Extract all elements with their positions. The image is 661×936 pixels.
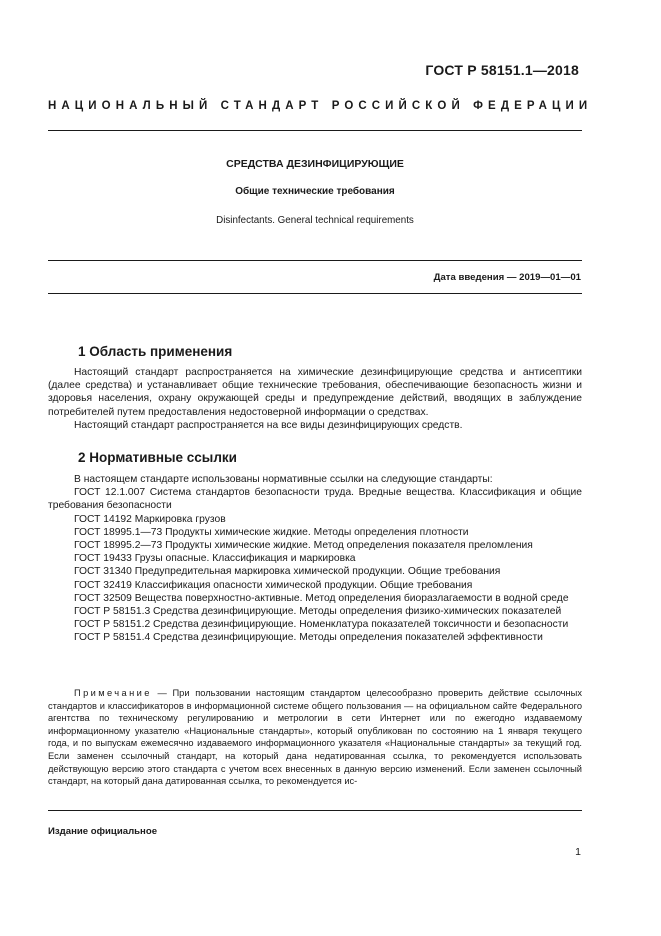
document-title: СРЕДСТВА ДЕЗИНФИЦИРУЮЩИЕ — [226, 158, 404, 170]
reference-item: ГОСТ 32419 Классификация опасности химической продукции. Общие требования — [74, 579, 473, 591]
title-divider — [48, 260, 582, 261]
section-1-paragraph: Настоящий стандарт распространяется на химические дезинфицирующие средства и антисептики (далее средства) и устанавливает общие технические требования, обеспечивающие безопасность жизни и здоровья населения, охрану окружающей среды и предупреждение действий, вводящих в заблуждение потребителей путем предоставления недостоверной информации о средствах. — [48, 367, 582, 418]
reference-item: ГОСТ Р 58151.3 Средства дезинфицирующие. Методы определения физико-химических показателей — [74, 606, 562, 618]
page-number: 1 — [575, 846, 581, 858]
note — [48, 687, 582, 788]
note-label: Примечание — [74, 688, 152, 698]
section-1-heading: 1 Область применения — [78, 344, 233, 359]
reference-item: ГОСТ 31340 Предупредительная маркировка химической продукции. Общие требования — [74, 566, 501, 578]
references-intro: В настоящем стандарте использованы нормативные ссылки на следующие стандарты: — [74, 474, 493, 485]
reference-item: ГОСТ 18995.1—73 Продукты химические жидкие. Методы определения плотности — [74, 526, 469, 538]
document-code: ГОСТ Р 58151.1—2018 — [425, 62, 579, 78]
reference-item: ГОСТ Р 58151.4 Средства дезинфицирующие. Методы определения показателей эффективности — [74, 632, 543, 644]
reference-item: ГОСТ 19433 Грузы опасные. Классификация и маркировка — [74, 553, 356, 565]
footer-divider — [48, 810, 582, 811]
introduction-date: Дата введения — 2019—01—01 — [433, 272, 581, 283]
official-edition-label: Издание официальное — [48, 826, 158, 837]
reference-item: ГОСТ 18995.2—73 Продукты химические жидкие. Метод определения показателя преломления — [74, 540, 533, 552]
reference-item: ГОСТ 14192 Маркировка грузов — [74, 513, 226, 525]
note-text: — При пользовании настоящим стандартом целесообразно проверить действие ссылочных стандартов и классификаторов в информационной системе общего пользования — на официальном сайте Федерального агентства по техническому регулированию и метрологии в сети Интернет или по ежегодно издаваемому информационному указателю «Национальные стандарты», который опубликован по состоянию на 1 января текущего года, и по выпускам ежемесячно издаваемого информационного указателя «Национальные стандарты» за текущий год. Если заменен ссылочный стандарт, на который дана недатированная ссылка, то рекомендуется использовать действующую версию этого стандарта с учетом всех внесенных в данную версию изменений. Если заменен ссылочный стандарт, на который дана датированная ссылка, то рекомендуется ис- — [48, 688, 582, 787]
reference-item: ГОСТ 12.1.007 Система стандартов безопасности труда. Вредные вещества. Классификация и общие требования безопасности — [48, 487, 582, 512]
english-title: Disinfectants. General technical requirements — [216, 215, 414, 226]
reference-item: ГОСТ Р 58151.2 Средства дезинфицирующие. Номенклатура показателей токсичности и безопасности — [74, 619, 569, 631]
document-subtitle: Общие технические требования — [235, 186, 395, 197]
date-divider — [48, 293, 582, 294]
section-2-body — [48, 473, 582, 645]
national-standard-banner: НАЦИОНАЛЬНЫЙ СТАНДАРТ РОССИЙСКОЙ ФЕДЕРАЦИИ — [48, 100, 593, 112]
section-1-body — [48, 366, 582, 432]
section-2-heading: 2 Нормативные ссылки — [78, 450, 237, 465]
top-divider — [48, 130, 582, 131]
reference-item: ГОСТ 32509 Вещества поверхностно-активные. Метод определения биоразлагаемости в водной среде — [74, 592, 569, 604]
section-1-paragraph: Настоящий стандарт распространяется на все виды дезинфицирующих средств. — [74, 419, 463, 431]
